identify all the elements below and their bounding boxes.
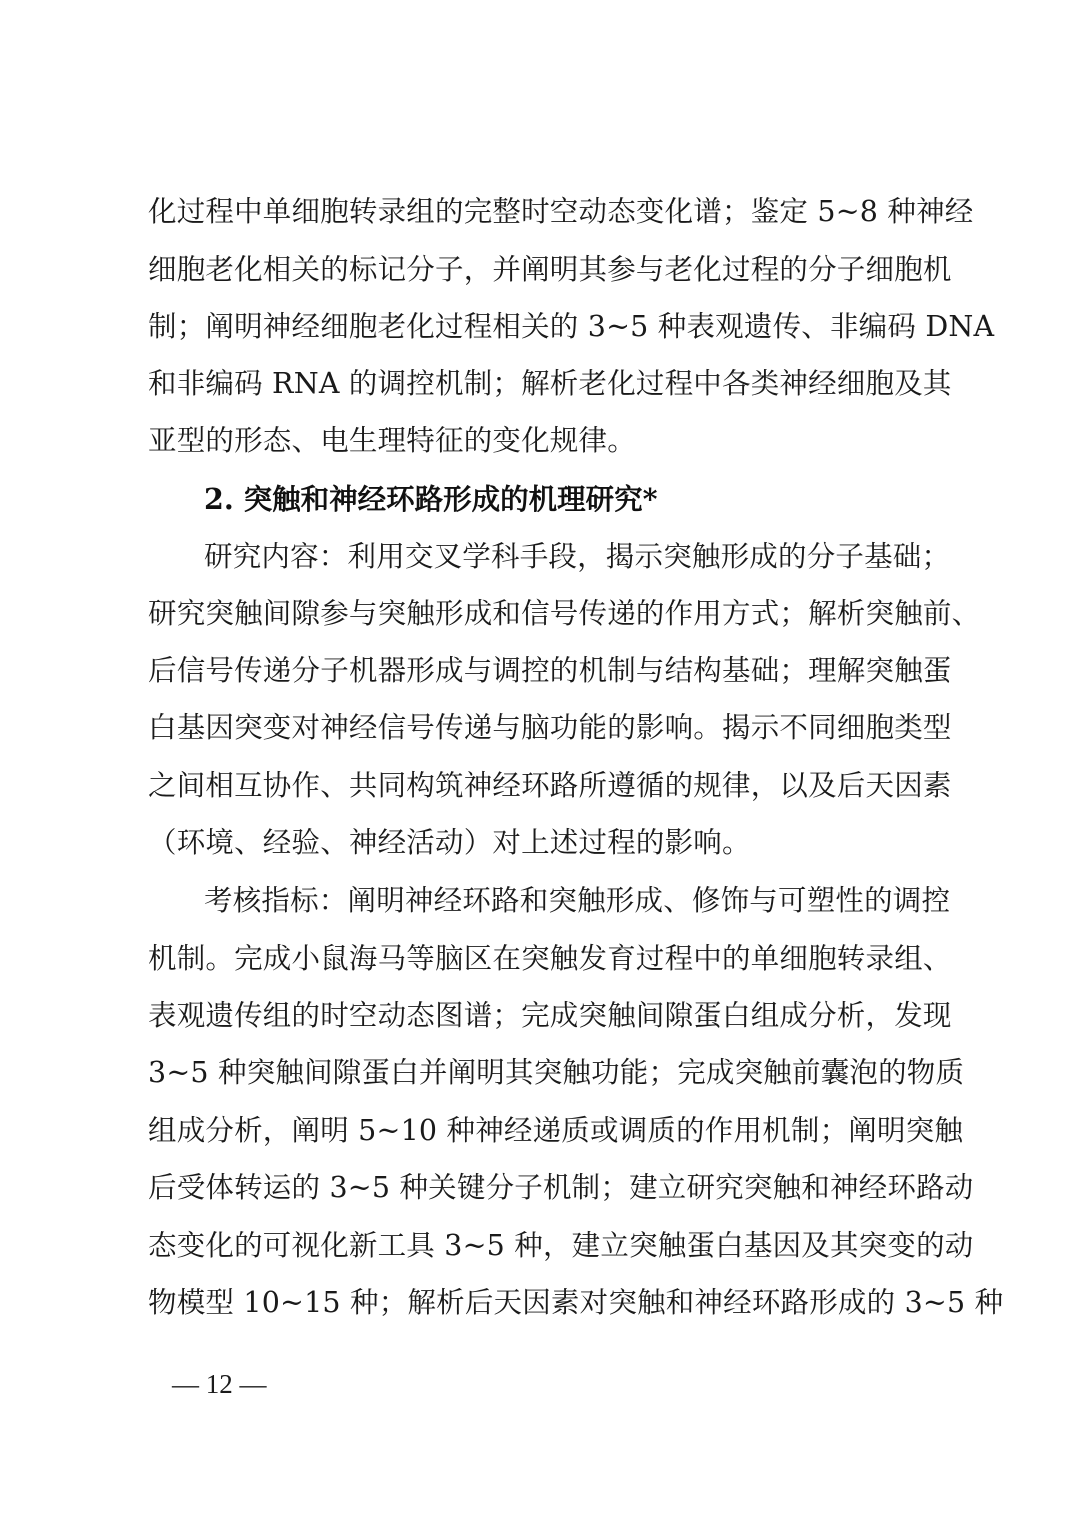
- text-line: 亚型的形态、电生理特征的变化规律。: [148, 424, 636, 457]
- text-line: 3~5 种突触间隙蛋白并阐明其突触功能；完成突触前囊泡的物质: [148, 1056, 965, 1089]
- text-line: 和非编码 RNA 的调控机制；解析老化过程中各类神经细胞及其: [148, 367, 952, 400]
- text-line: 化过程中单细胞转录组的完整时空动态变化谱；鉴定 5~8 种神经: [148, 195, 974, 228]
- text-line: 考核指标：阐明神经环路和突触形成、修饰与可塑性的调控: [204, 884, 951, 917]
- text-line: 白基因突变对神经信号传递与脑功能的影响。揭示不同细胞类型: [148, 711, 952, 744]
- section-heading: 2. 突触和神经环路形成的机理研究*: [204, 482, 658, 516]
- text-line: 表观遗传组的时空动态图谱；完成突触间隙蛋白组成分析，发现: [148, 999, 952, 1032]
- text-line: 后信号传递分子机器形成与调控的机制与结构基础；理解突触蛋: [148, 654, 952, 687]
- text-line: 制；阐明神经细胞老化过程相关的 3~5 种表观遗传、非编码 DNA: [148, 310, 995, 343]
- text-line: 后受体转运的 3~5 种关键分子机制；建立研究突触和神经环路动: [148, 1171, 974, 1204]
- text-line: 细胞老化相关的标记分子，并阐明其参与老化过程的分子细胞机: [148, 253, 952, 286]
- page-number: — 12 —: [172, 1369, 267, 1399]
- text-line: 之间相互协作、共同构筑神经环路所遵循的规律，以及后天因素: [148, 769, 952, 802]
- text-line: （环境、经验、神经活动）对上述过程的影响。: [148, 826, 751, 859]
- text-line: 机制。完成小鼠海马等脑区在突触发育过程中的单细胞转录组、: [148, 942, 952, 975]
- text-line: 研究内容：利用交叉学科手段，揭示突触形成的分子基础；: [204, 540, 951, 573]
- text-line: 态变化的可视化新工具 3~5 种，建立突触蛋白基因及其突变的动: [148, 1229, 974, 1262]
- text-line: 研究突触间隙参与突触形成和信号传递的作用方式；解析突触前、: [148, 597, 981, 630]
- text-line: 物模型 10~15 种；解析后天因素对突触和神经环路形成的 3~5 种: [148, 1286, 1004, 1319]
- text-line: 组成分析，阐明 5~10 种神经递质或调质的作用机制；阐明突触: [148, 1114, 964, 1147]
